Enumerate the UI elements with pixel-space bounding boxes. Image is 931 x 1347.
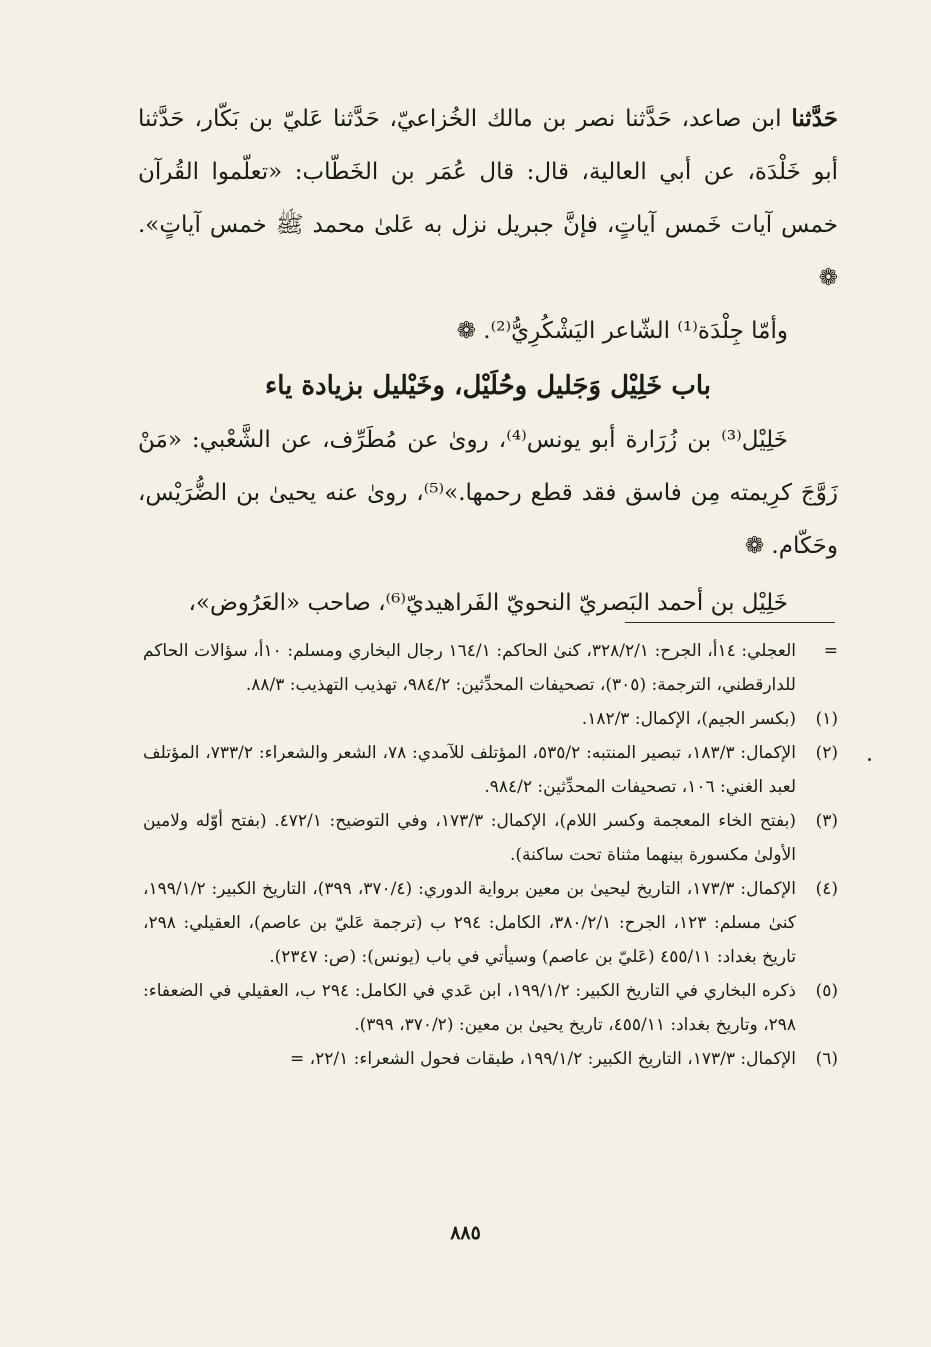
- footnote-separator: [625, 622, 835, 623]
- paragraph-1-lead: حَدَّثنا: [791, 105, 838, 132]
- main-text: [138, 92, 838, 630]
- footnote-text: ذكره البخاري في التاريخ الكبير: ١٩٩/١/٢، ابن عَدي في الكامل: ٢٩٤ ب، العقيلي في الضعفاء: ٢٩٨، وتاريخ بغداد: ٤٥٥/١١، تاريخ يحيىٰ بن معين: (٣٧٠/٢، ٣٩٩).: [143, 981, 796, 1035]
- footnote-marker: =: [823, 641, 838, 661]
- footnotes: [143, 634, 838, 1076]
- footnote-4: [143, 872, 838, 974]
- footnote-number: (٥): [815, 981, 838, 1001]
- paragraph-4: خَلِيْل بن أحمد البَصريّ النحويّ الفَراهيديّ⁽⁶⁾، صاحب «العَرُوض»،: [188, 590, 788, 616]
- footnote-text: (بكسر الجيم)، الإكمال: ١٨٢/٣.: [581, 709, 796, 729]
- footnote-text: الإكمال: ١٧٣/٣، التاريخ ليحيىٰ بن معين برواية الدوري: (٣٧٠/٤، ٣٩٩)، التاريخ الكبير: ١٩٩/١/٢، كنىٰ مسلم: ١٢٣، الجرح: ٣٨٠/٢/١، الكامل: ٢٩٤ ب (ترجمة عَليّ بن عاصم)، العقيلي: ٢٩٨، تاريخ بغداد: ٤٥٥/١١ (عَليّ بن عاصم) وسيأتي في باب (يونس): (ص: ٢٣٤٧).: [143, 879, 797, 967]
- footnote-text: العجلي: ١٤أ، الجرح: ٣٢٨/٢/١، كنىٰ الحاكم: ١٦٤/١ رجال البخاري ومسلم: ١٠أ، سؤالات الحاكم للدارقطني، الترجمة: (٣٠٥)، تصحيفات المحدِّثين: ٩٨٤/٢، تهذيب التهذيب: ٨٨/٣.: [143, 641, 796, 695]
- footnote-text: الإكمال: ١٨٣/٣، تبصير المنتبه: ٥٣٥/٢، المؤتلف للآمدي: ٧٨، الشعر والشعراء: ٧٣٣/٢، المؤتلف لعبد الغني: ١٠٦، تصحيفات المحدِّثين: ٩٨٤/٢.: [143, 743, 796, 797]
- page-number: ٨٨٥: [450, 1222, 481, 1244]
- footnote-text: (بفتح الخاء المعجمة وكسر اللام)، الإكمال: ١٧٣/٣، وفي التوضيح: ٤٧٢/١. (بفتح أوّله ولامين الأولىٰ مكسورة بينهما مثناة تحت ساكنة).: [143, 811, 796, 865]
- footnote-number: (٤): [815, 879, 838, 899]
- footnote-5: [143, 974, 838, 1042]
- footnote-3: [143, 804, 838, 872]
- footnote-number: (٣): [815, 811, 838, 831]
- footnote-number: (١): [815, 709, 838, 729]
- paragraph-1: [138, 92, 838, 305]
- footnote-text: الإكمال: ١٧٣/٣، التاريخ الكبير: ١٩٩/١/٢، طبقات فحول الشعراء: ٢٢/١، =: [289, 1049, 796, 1069]
- footnote-6: [143, 1042, 838, 1076]
- footnote-continuation: [143, 634, 838, 702]
- margin-speck: [868, 758, 871, 761]
- footnote-1: [143, 702, 838, 736]
- paragraph-2: وأمّا جِلْدَة⁽¹⁾ الشّاعر اليَشْكُرِيُّ⁽²⁾. ❁: [456, 318, 788, 344]
- footnote-number: (٢): [815, 743, 838, 763]
- footnote-number: (٦): [815, 1049, 838, 1069]
- footnote-2: [143, 736, 838, 804]
- section-heading: باب خَلِيْل وَجَليل وحُلَيْل، وخَيْليل بزيادة ياء: [264, 371, 712, 401]
- paragraph-3: خَلِيْل⁽³⁾ بن زُرَارة أبو يونس⁽⁴⁾، روىٰ عن مُطَرِّف، عن الشَّعْبي: «مَنْ زَوَّجَ كرِيمته مِن فاسق فقد قطع رحمها.»⁽⁵⁾، روىٰ عنه يحيىٰ بن الضُّرَيْس، وحَكّام. ❁: [138, 427, 838, 559]
- paragraph-1-body: ابن صاعد، حَدَّثنا نصر بن مالك الخُزاعيّ، حَدَّثنا عَليّ بن بَكّار، حَدَّثنا أبو خَلْدَة، عن أبي العالية، قال: قال عُمَر بن الخَطّاب: «تعلّموا القُرآن خمس آيات خَمس آياتٍ، فإنَّ جبريل نزل به عَلىٰ محمد ﷺ خمس آياتٍ». ❁: [138, 106, 838, 291]
